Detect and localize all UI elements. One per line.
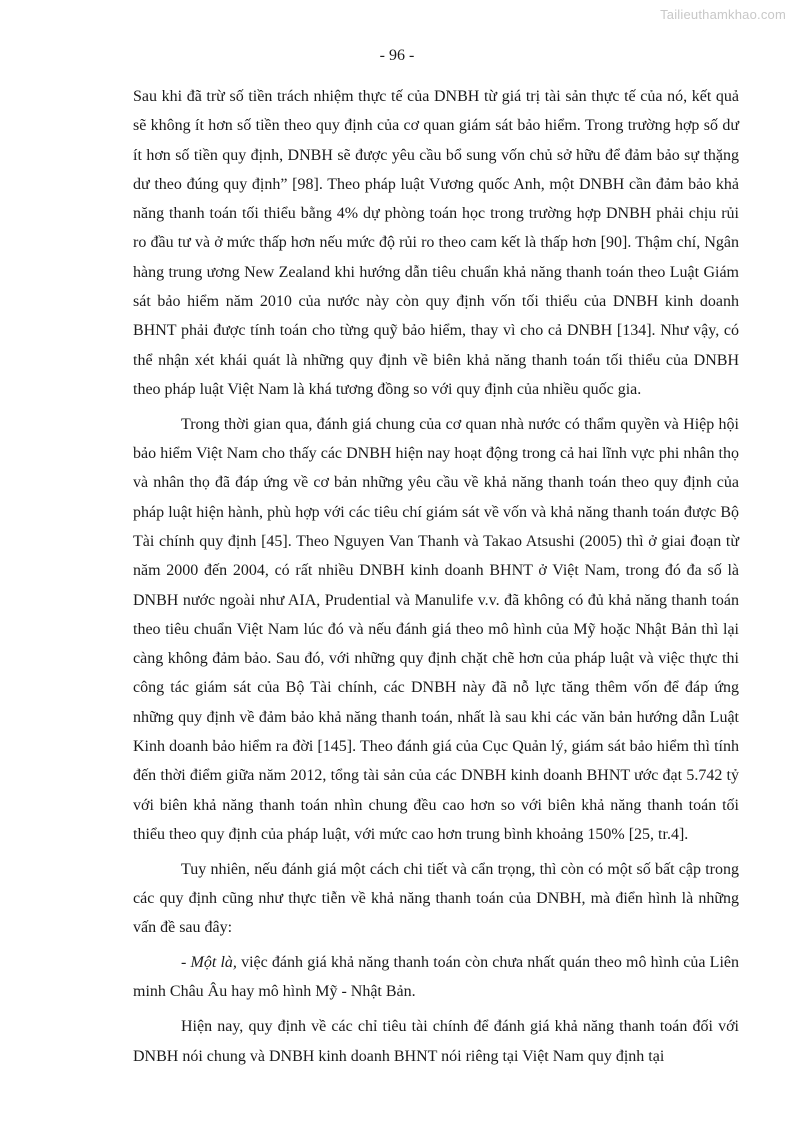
paragraph-5: Hiện nay, quy định về các chỉ tiêu tài chính để đánh giá khả năng thanh toán đối với DNBH nói chung và DNBH kinh doanh BHNT nói riêng tại Việt Nam quy định tại [133,1018,739,1065]
list-dash: - [181,954,191,972]
page-number: - 96 - [379,47,415,64]
paragraph-3: Tuy nhiên, nếu đánh giá một cách chi tiết và cẩn trọng, thì còn có một số bất cập trong các quy định cũng như thực tiễn về khả năng thanh toán của DNBH, mà điển hình là những vấn đề sau đây: [133,860,739,937]
paragraph-1: Sau khi đã trừ số tiền trách nhiệm thực tế của DNBH từ giá trị tài sản thực tế của nó, kết quả sẽ không ít hơn số tiền theo quy định của cơ quan giám sát bảo hiểm. Trong trường hợp số dư ít hơn số tiền quy định, DNBH sẽ được yêu cầu bổ sung vốn chủ sở hữu để đảm bảo sự thặng dư theo đúng quy định” [98]. Theo pháp luật Vương quốc Anh, một DNBH cần đảm bảo khả năng thanh toán tối thiểu bằng 4% dự phòng toán học trong trường hợp DNBH phải chịu rủi ro đầu tư và ở mức thấp hơn nếu mức độ rủi ro theo cam kết là thấp hơn [90]. Thậm chí, Ngân hàng trung ương New Zealand khi hướng dẫn tiêu chuẩn khả năng thanh toán theo Luật Giám sát bảo hiểm năm 2010 của nước này còn quy định vốn tối thiểu của DNBH kinh doanh BHNT phải được tính toán cho từng quỹ bảo hiểm, thay vì cho cả DNBH [134]. Như vậy, có thể nhận xét khái quát là những quy định về biên khả năng thanh toán tối thiểu của DNBH theo pháp luật Việt Nam là khá tương đồng so với quy định của nhiều quốc gia. [133,88,739,398]
paragraph-2: Trong thời gian qua, đánh giá chung của cơ quan nhà nước có thẩm quyền và Hiệp hội bảo hiểm Việt Nam cho thấy các DNBH hiện nay hoạt động trong cả hai lĩnh vực phi nhân thọ và nhân thọ đã đáp ứng về cơ bản những yêu cầu về khả năng thanh toán theo quy định của pháp luật hiện hành, phù hợp với các tiêu chí giám sát về vốn và khả năng thanh toán được Bộ Tài chính quy định [45]. Theo Nguyen Van Thanh và Takao Atsushi (2005) thì ở giai đoạn từ năm 2000 đến 2004, có rất nhiều DNBH kinh doanh BHNT ở Việt Nam, trong đó đa số là DNBH nước ngoài như AIA, Prudential và Manulife v.v. đã không có đủ khả năng thanh toán theo tiêu chuẩn Việt Nam lúc đó và nếu đánh giá theo mô hình của Mỹ hoặc Nhật Bản thì lại càng không đảm bảo. Sau đó, với những quy định chặt chẽ hơn của pháp luật và việc thực thi công tác giám sát của Bộ Tài chính, các DNBH này đã nỗ lực tăng thêm vốn để đáp ứng những quy định về đảm bảo khả năng thanh toán, nhất là sau khi các văn bản hướng dẫn Luật Kinh doanh bảo hiểm ra đời [145]. Theo đánh giá của Cục Quản lý, giám sát bảo hiểm thì tính đến thời điểm giữa năm 2012, tổng tài sản của các DNBH kinh doanh BHNT ước đạt 5.742 tỷ với biên khả năng thanh toán nhìn chung đều cao hơn so với biên khả năng thanh toán tối thiểu theo quy định của pháp luật, với mức cao hơn trung bình khoảng 150% [25, tr.4]. [133,415,739,843]
paragraph-4-text: việc đánh giá khả năng thanh toán còn chưa nhất quán theo mô hình của Liên minh Châu Âu hay mô hình Mỹ - Nhật Bản. [133,954,740,1001]
document-body [133,82,739,1076]
watermark: Tailieuthamkhao.com [660,7,786,22]
emphasis-mot-la: Một là, [190,954,237,972]
paragraph-4 [133,948,739,1007]
